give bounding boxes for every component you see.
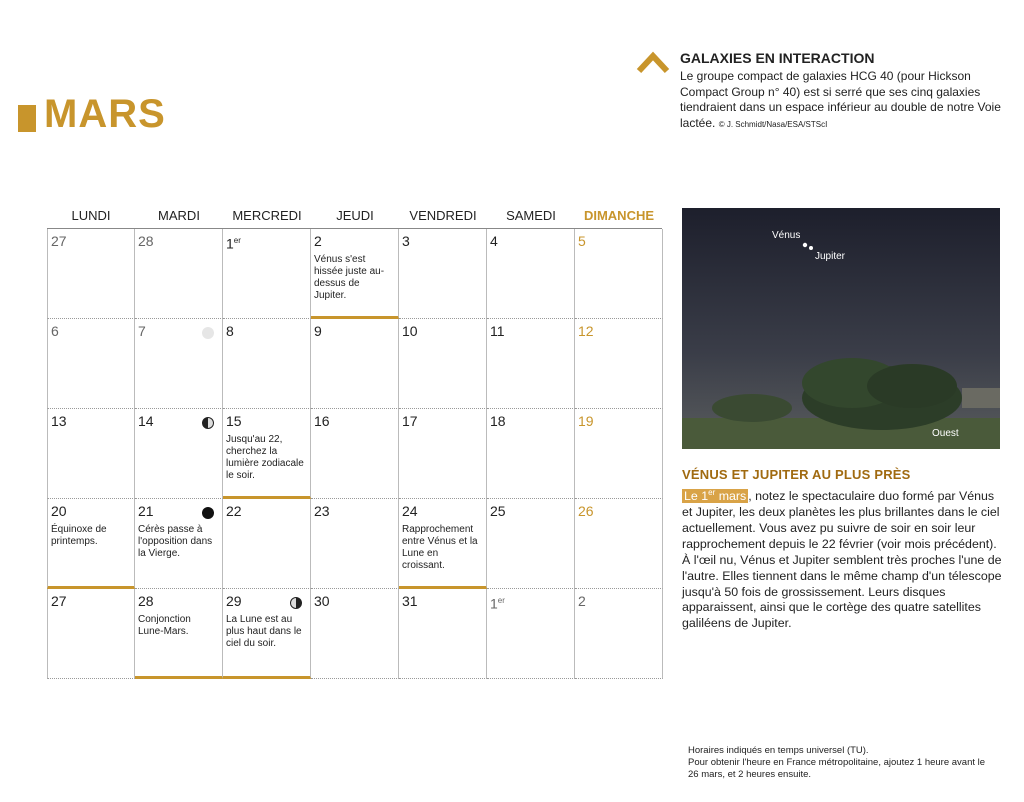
calendar-day-cell: [311, 229, 399, 319]
day-number: [314, 233, 394, 249]
day-number: [402, 413, 482, 429]
calendar-day-cell: [223, 499, 311, 589]
day-number: [402, 323, 482, 339]
day-number-value: 23: [314, 503, 330, 519]
day-number: [226, 503, 306, 519]
calendar-day-cell: [487, 589, 575, 679]
day-number: [578, 413, 658, 429]
day-number: [226, 323, 306, 339]
galaxies-credit: © J. Schmidt/Nasa/ESA/STScI: [718, 119, 828, 129]
day-number-value: 9: [314, 323, 322, 339]
day-number-value: 11: [490, 323, 505, 339]
calendar-day-cell: [487, 499, 575, 589]
venus-dot: [803, 243, 807, 247]
day-header: DIMANCHE: [583, 207, 655, 223]
day-number: [578, 593, 658, 609]
day-event: Rapprochement entre Vénus et la Lune en croissant.: [402, 524, 478, 571]
day-number: [402, 233, 482, 249]
day-number-value: 15: [226, 413, 242, 429]
day-event: Cérès passe à l'opposition dans la Vierge.: [138, 524, 213, 559]
calendar-day-cell: [47, 499, 135, 589]
calendar-day-cell: [399, 229, 487, 319]
day-number: [138, 593, 218, 609]
article-text: , notez le spectaculaire duo formé par Vénus et Jupiter, les deux planètes les plus brillantes dans le ciel actuellement. Vous avez pu suivre de soir en soir leur rapprochement depuis le 22 février (voir mois précédent). À l'œil nu, Vénus et Jupiter semblent très proches l'une de l'autre. Elles tiennent dans le même champ d'un télescope jusqu'à 50 fois de grossissement. Leurs disques apparaissent, ainsi que le cortège des quatre satellites galiléens de Jupiter.: [682, 489, 1002, 631]
day-headers: [47, 202, 662, 228]
calendar-day-cell: [223, 589, 311, 679]
new-moon-icon: [202, 507, 214, 519]
calendar-day-cell: [135, 319, 223, 409]
calendar-day-cell: [135, 589, 223, 679]
calendar-day-cell: [223, 409, 311, 499]
day-number-value: 2: [578, 593, 586, 609]
month-accent-bar: [18, 105, 36, 132]
calendar-day-cell: [487, 229, 575, 319]
day-number: [51, 413, 130, 429]
day-number-value: 4: [490, 233, 498, 249]
day-number-value: 17: [402, 413, 418, 429]
day-number-value: 30: [314, 593, 330, 609]
day-number-value: 27: [51, 593, 67, 609]
day-event: Vénus s'est hissée juste au-dessus de Jupiter.: [314, 254, 385, 301]
calendar-day-cell: [575, 319, 663, 409]
day-number: [578, 233, 658, 249]
day-number-value: 1: [226, 235, 234, 252]
day-number-value: 18: [490, 413, 506, 429]
day-number: [314, 593, 394, 609]
day-header: VENDREDI: [409, 207, 477, 223]
day-number: [578, 503, 658, 519]
calendar-day-cell: [135, 499, 223, 589]
sky-photo-image: [682, 208, 1000, 449]
sky-photo: [682, 208, 1000, 449]
calendar-day-cell: [47, 589, 135, 679]
day-header: MARDI: [158, 207, 200, 223]
calendar-day-cell: [223, 229, 311, 319]
day-number: [314, 413, 394, 429]
day-number-value: 28: [138, 593, 154, 609]
calendar-day-cell: [47, 319, 135, 409]
day-event: Conjonction Lune-Mars.: [138, 614, 191, 637]
day-number: [490, 323, 570, 339]
chevron-up-icon: [636, 50, 670, 74]
day-event: Équinoxe de printemps.: [51, 524, 107, 547]
calendar-day-cell: [575, 229, 663, 319]
calendar-day-cell: [399, 409, 487, 499]
calendar-day-cell: [575, 589, 663, 679]
day-number: [490, 593, 570, 612]
day-number-value: 26: [578, 503, 594, 519]
calendar-day-cell: [47, 229, 135, 319]
day-event: Jusqu'au 22, cherchez la lumière zodiacale le soir.: [226, 434, 304, 481]
footnote: [688, 745, 988, 781]
article-date-tail: mars: [715, 489, 747, 504]
galaxies-caption: [680, 69, 1010, 132]
day-number-value: 12: [578, 323, 594, 339]
day-number-value: 6: [51, 323, 59, 339]
day-number: [138, 233, 218, 249]
day-event: La Lune est au plus haut dans le ciel du soir.: [226, 614, 302, 649]
calendar-day-cell: [135, 409, 223, 499]
day-number-value: 8: [226, 323, 234, 339]
jupiter-label: Jupiter: [815, 251, 846, 262]
day-header: MERCREDI: [232, 207, 302, 223]
day-number: [490, 233, 570, 249]
calendar-day-cell: [311, 499, 399, 589]
article-title: VÉNUS ET JUPITER AU PLUS PRÈS: [682, 467, 911, 482]
day-number: [490, 503, 570, 519]
day-number: [402, 593, 482, 609]
day-number: [226, 233, 306, 252]
footnote-line-2: Pour obtenir l'heure en France métropolitaine, ajoutez 1 heure avant le 26 mars, et 2 heures ensuite.: [688, 757, 986, 780]
calendar-day-cell: [399, 589, 487, 679]
day-number-value: 21: [138, 503, 154, 519]
calendar-day-cell: [311, 589, 399, 679]
day-number-value: 10: [402, 323, 418, 339]
day-number: [578, 323, 658, 339]
day-header: JEUDI: [336, 207, 374, 223]
galaxies-text: Le groupe compact de galaxies HCG 40 (pour Hickson Compact Group n° 40) est si serré que ses cinq galaxies tiendraient dans un espace inférieur au double de notre Voie lactée.: [680, 69, 1001, 130]
galaxies-title: GALAXIES EN INTERACTION: [680, 50, 875, 66]
last-quarter-moon-icon: [202, 417, 214, 429]
calendar-day-cell: [399, 499, 487, 589]
calendar: [47, 202, 662, 679]
day-number-value: 1: [490, 595, 498, 612]
day-number-value: 13: [51, 413, 67, 429]
full-moon-icon: [202, 327, 214, 339]
day-number-value: 25: [490, 503, 506, 519]
day-number-value: 27: [51, 233, 67, 249]
day-number-value: 14: [138, 413, 154, 429]
day-number-value: 2: [314, 233, 322, 249]
day-number: [226, 413, 306, 429]
calendar-day-cell: [311, 319, 399, 409]
calendar-day-cell: [47, 409, 135, 499]
day-header: SAMEDI: [506, 207, 556, 223]
calendar-grid: [47, 228, 662, 679]
article-date-sup: er: [708, 488, 716, 497]
day-number-value: 20: [51, 503, 67, 519]
month-title: MARS: [44, 92, 166, 136]
calendar-day-cell: [487, 409, 575, 499]
jupiter-dot: [809, 246, 813, 250]
day-number-value: 5: [578, 233, 586, 249]
day-number-value: 24: [402, 503, 418, 519]
day-number-value: 22: [226, 503, 242, 519]
day-number: [51, 593, 130, 609]
day-number: [402, 503, 482, 519]
day-number-value: 16: [314, 413, 330, 429]
day-number: [314, 503, 394, 519]
calendar-day-cell: [487, 319, 575, 409]
day-number: [51, 503, 130, 519]
day-number: [314, 323, 394, 339]
day-header: LUNDI: [71, 207, 111, 223]
day-number-suffix: er: [233, 236, 241, 245]
day-number-value: 29: [226, 593, 242, 609]
article-body: [682, 485, 1002, 632]
day-number: [51, 233, 130, 249]
calendar-day-cell: [135, 229, 223, 319]
calendar-day-cell: [223, 319, 311, 409]
day-number-value: 7: [138, 323, 146, 339]
day-number: [490, 413, 570, 429]
day-number-value: 28: [138, 233, 154, 249]
footnote-line-1: Horaires indiqués en temps universel (TU).: [688, 745, 869, 756]
day-number-value: 31: [402, 593, 418, 609]
ouest-label: Ouest: [932, 428, 959, 439]
calendar-day-cell: [575, 499, 663, 589]
calendar-day-cell: [311, 409, 399, 499]
calendar-day-cell: [575, 409, 663, 499]
day-number-suffix: er: [497, 596, 505, 605]
article-date-main: Le 1: [684, 489, 709, 504]
day-number-value: 19: [578, 413, 594, 429]
venus-label: Vénus: [772, 230, 801, 241]
article-date: [682, 489, 748, 503]
first-quarter-moon-icon: [290, 597, 302, 609]
day-number: [51, 323, 130, 339]
day-number-value: 3: [402, 233, 410, 249]
calendar-day-cell: [399, 319, 487, 409]
